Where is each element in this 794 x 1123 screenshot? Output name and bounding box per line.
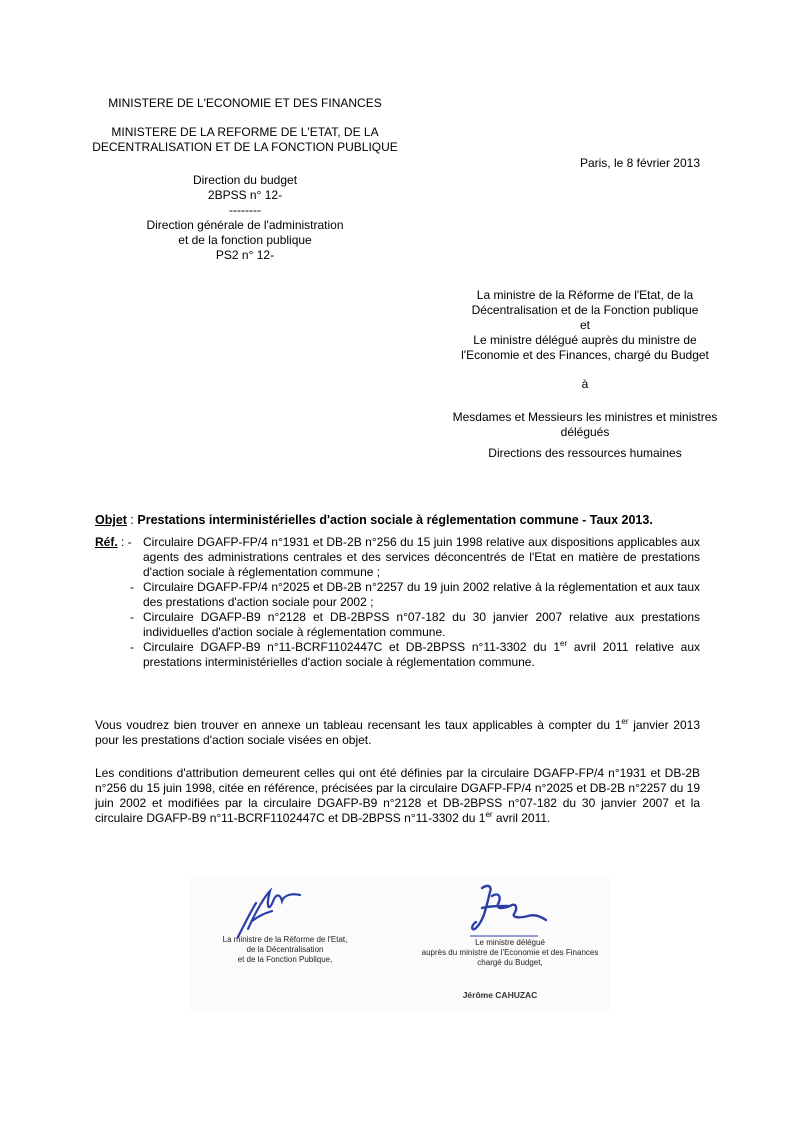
- reference-text-4-after: avril 2011 relative aux prestations interministérielles d'action sociale à réglementation commune.: [143, 640, 700, 669]
- signature-right-line-3: chargé du Budget,: [477, 958, 543, 967]
- subject-label: Objet: [95, 513, 127, 527]
- reference-item: [130, 639, 700, 670]
- para-2-after: avril 2011.: [492, 811, 551, 825]
- direction-dgafp: Direction générale de l'administration: [146, 218, 344, 232]
- document-date: Paris, le 8 février 2013: [579, 156, 700, 170]
- references-list: [130, 535, 700, 670]
- reference-dash: -: [130, 640, 134, 654]
- references-label: Réf.: [95, 535, 118, 549]
- signature-left-line-1: La ministre de la Réforme de l'Etat,: [222, 935, 348, 944]
- reference-dash: -: [130, 580, 134, 594]
- reference-text: Circulaire DGAFP-FP/4 n°1931 et DB-2B n°256 du 15 juin 1998 relative aux dispositions applicables aux agents des administrations centrales et des services déconcentrés de l'Etat en matière de prestations d'action sociale à réglementation commune ;: [143, 535, 700, 579]
- direction-dgafp-cont: et de la fonction publique: [178, 233, 312, 247]
- conjunction-et: et: [579, 318, 590, 332]
- recipients-block: [430, 288, 740, 461]
- signature-right-name: Jérôme CAHUZAC: [462, 990, 538, 1000]
- para-1-sup: er: [621, 717, 629, 726]
- sender-2-line-1: Le ministre délégué auprès du ministre de: [473, 333, 697, 347]
- direction-budget-ref: 2BPSS n° 12-: [207, 188, 283, 202]
- sender-1-line-2: Décentralisation et de la Fonction publique: [471, 303, 699, 317]
- references-label-suffix: : -: [117, 535, 132, 549]
- signature-left-line-3: et de la Fonction Publique,: [237, 955, 333, 964]
- direction-separator: --------: [229, 203, 261, 217]
- subject-line: [95, 513, 705, 528]
- direction-dgafp-ref: PS2 n° 12-: [215, 248, 275, 262]
- preposition-a: à: [581, 377, 589, 391]
- subject-text: Prestations interministérielles d'action sociale à réglementation commune - Taux 2013.: [137, 513, 653, 527]
- reference-text-4-before: Circulaire DGAFP-B9 n°11-BCRF1102447C et DB-2BPSS n°11-3302 du 1: [143, 640, 561, 654]
- reference-text: Circulaire DGAFP-B9 n°2128 et DB-2BPSS n°07-182 du 30 janvier 2007 relative aux prestations individuelles d'action sociale à réglementation commune.: [143, 610, 700, 639]
- body-paragraph-2: [95, 766, 700, 826]
- body-paragraph-1: [95, 718, 700, 748]
- signature-left-caption: [195, 935, 375, 965]
- reference-item: [130, 610, 700, 640]
- signature-right-line-1: Le ministre délégué: [475, 938, 545, 947]
- para-1-before: Vous voudrez bien trouver en annexe un tableau recensant les taux applicables à compter du 1: [95, 718, 622, 732]
- hr-directions: Directions des ressources humaines: [488, 446, 682, 460]
- reference-text: Circulaire DGAFP-FP/4 n°2025 et DB-2B n°2257 du 19 juin 2002 relative à la réglementation et aux taux des prestations d'action sociale pour 2002 ;: [143, 580, 700, 609]
- sender-1-line-1: La ministre de la Réforme de l'Etat, de la: [476, 288, 694, 302]
- references-label-group: [95, 535, 132, 550]
- ministry-reform-line-1: MINISTERE DE LA REFORME DE L'ETAT, DE LA: [111, 125, 379, 139]
- sender-2-line-2: l'Economie et des Finances, chargé du Budget: [461, 348, 709, 362]
- para-2-before: Les conditions d'attribution demeurent celles qui ont été définies par la circulaire DGAFP-FP/4 n°1931 et DB-2B n°256 du 15 juin 1998, citée en référence, précisées par la circulaire DGAFP-FP/4 n°2025 et DB-2B n°2257 du 19 juin 2002 et modifiées par la circulaire DGAFP-B9 n°2128 et DB-2BPSS n°07-182 du 30 janvier 2007 et la circulaire DGAFP-B9 n°11-BCRF1102447C et DB-2BPSS n°11-3302 du 1: [95, 766, 700, 825]
- signature-left-stroke: [238, 891, 300, 937]
- subject-label-suffix: :: [126, 513, 138, 527]
- ministry-reform-line-2: DECENTRALISATION ET DE LA FONCTION PUBLIQUE: [92, 140, 398, 154]
- addressees-line-1: Mesdames et Messieurs les ministres et ministres: [452, 410, 718, 424]
- direction-budget: Direction du budget: [192, 173, 298, 187]
- signature-right-line-2: auprès du ministre de l'Economie et des Finances: [421, 948, 599, 957]
- directions-block: [120, 173, 370, 263]
- para-1-after: janvier 2013 pour les prestations d'action sociale visées en objet.: [95, 718, 700, 747]
- reference-item: [143, 535, 700, 580]
- signature-right-image: [468, 878, 558, 940]
- signature-right-stroke: [472, 886, 546, 929]
- para-2-sup: er: [485, 810, 493, 819]
- ministry-economy: MINISTERE DE L'ECONOMIE ET DES FINANCES: [108, 96, 382, 110]
- reference-dash: -: [130, 610, 134, 624]
- signature-left-line-2: de la Décentralisation: [246, 945, 324, 954]
- ministries-header: [60, 96, 430, 155]
- addressees-line-2: délégués: [560, 425, 610, 439]
- signature-right-caption: [410, 938, 610, 968]
- reference-item: [130, 580, 700, 610]
- reference-text-4-sup: er: [560, 639, 568, 648]
- ministry-reform: [60, 125, 430, 155]
